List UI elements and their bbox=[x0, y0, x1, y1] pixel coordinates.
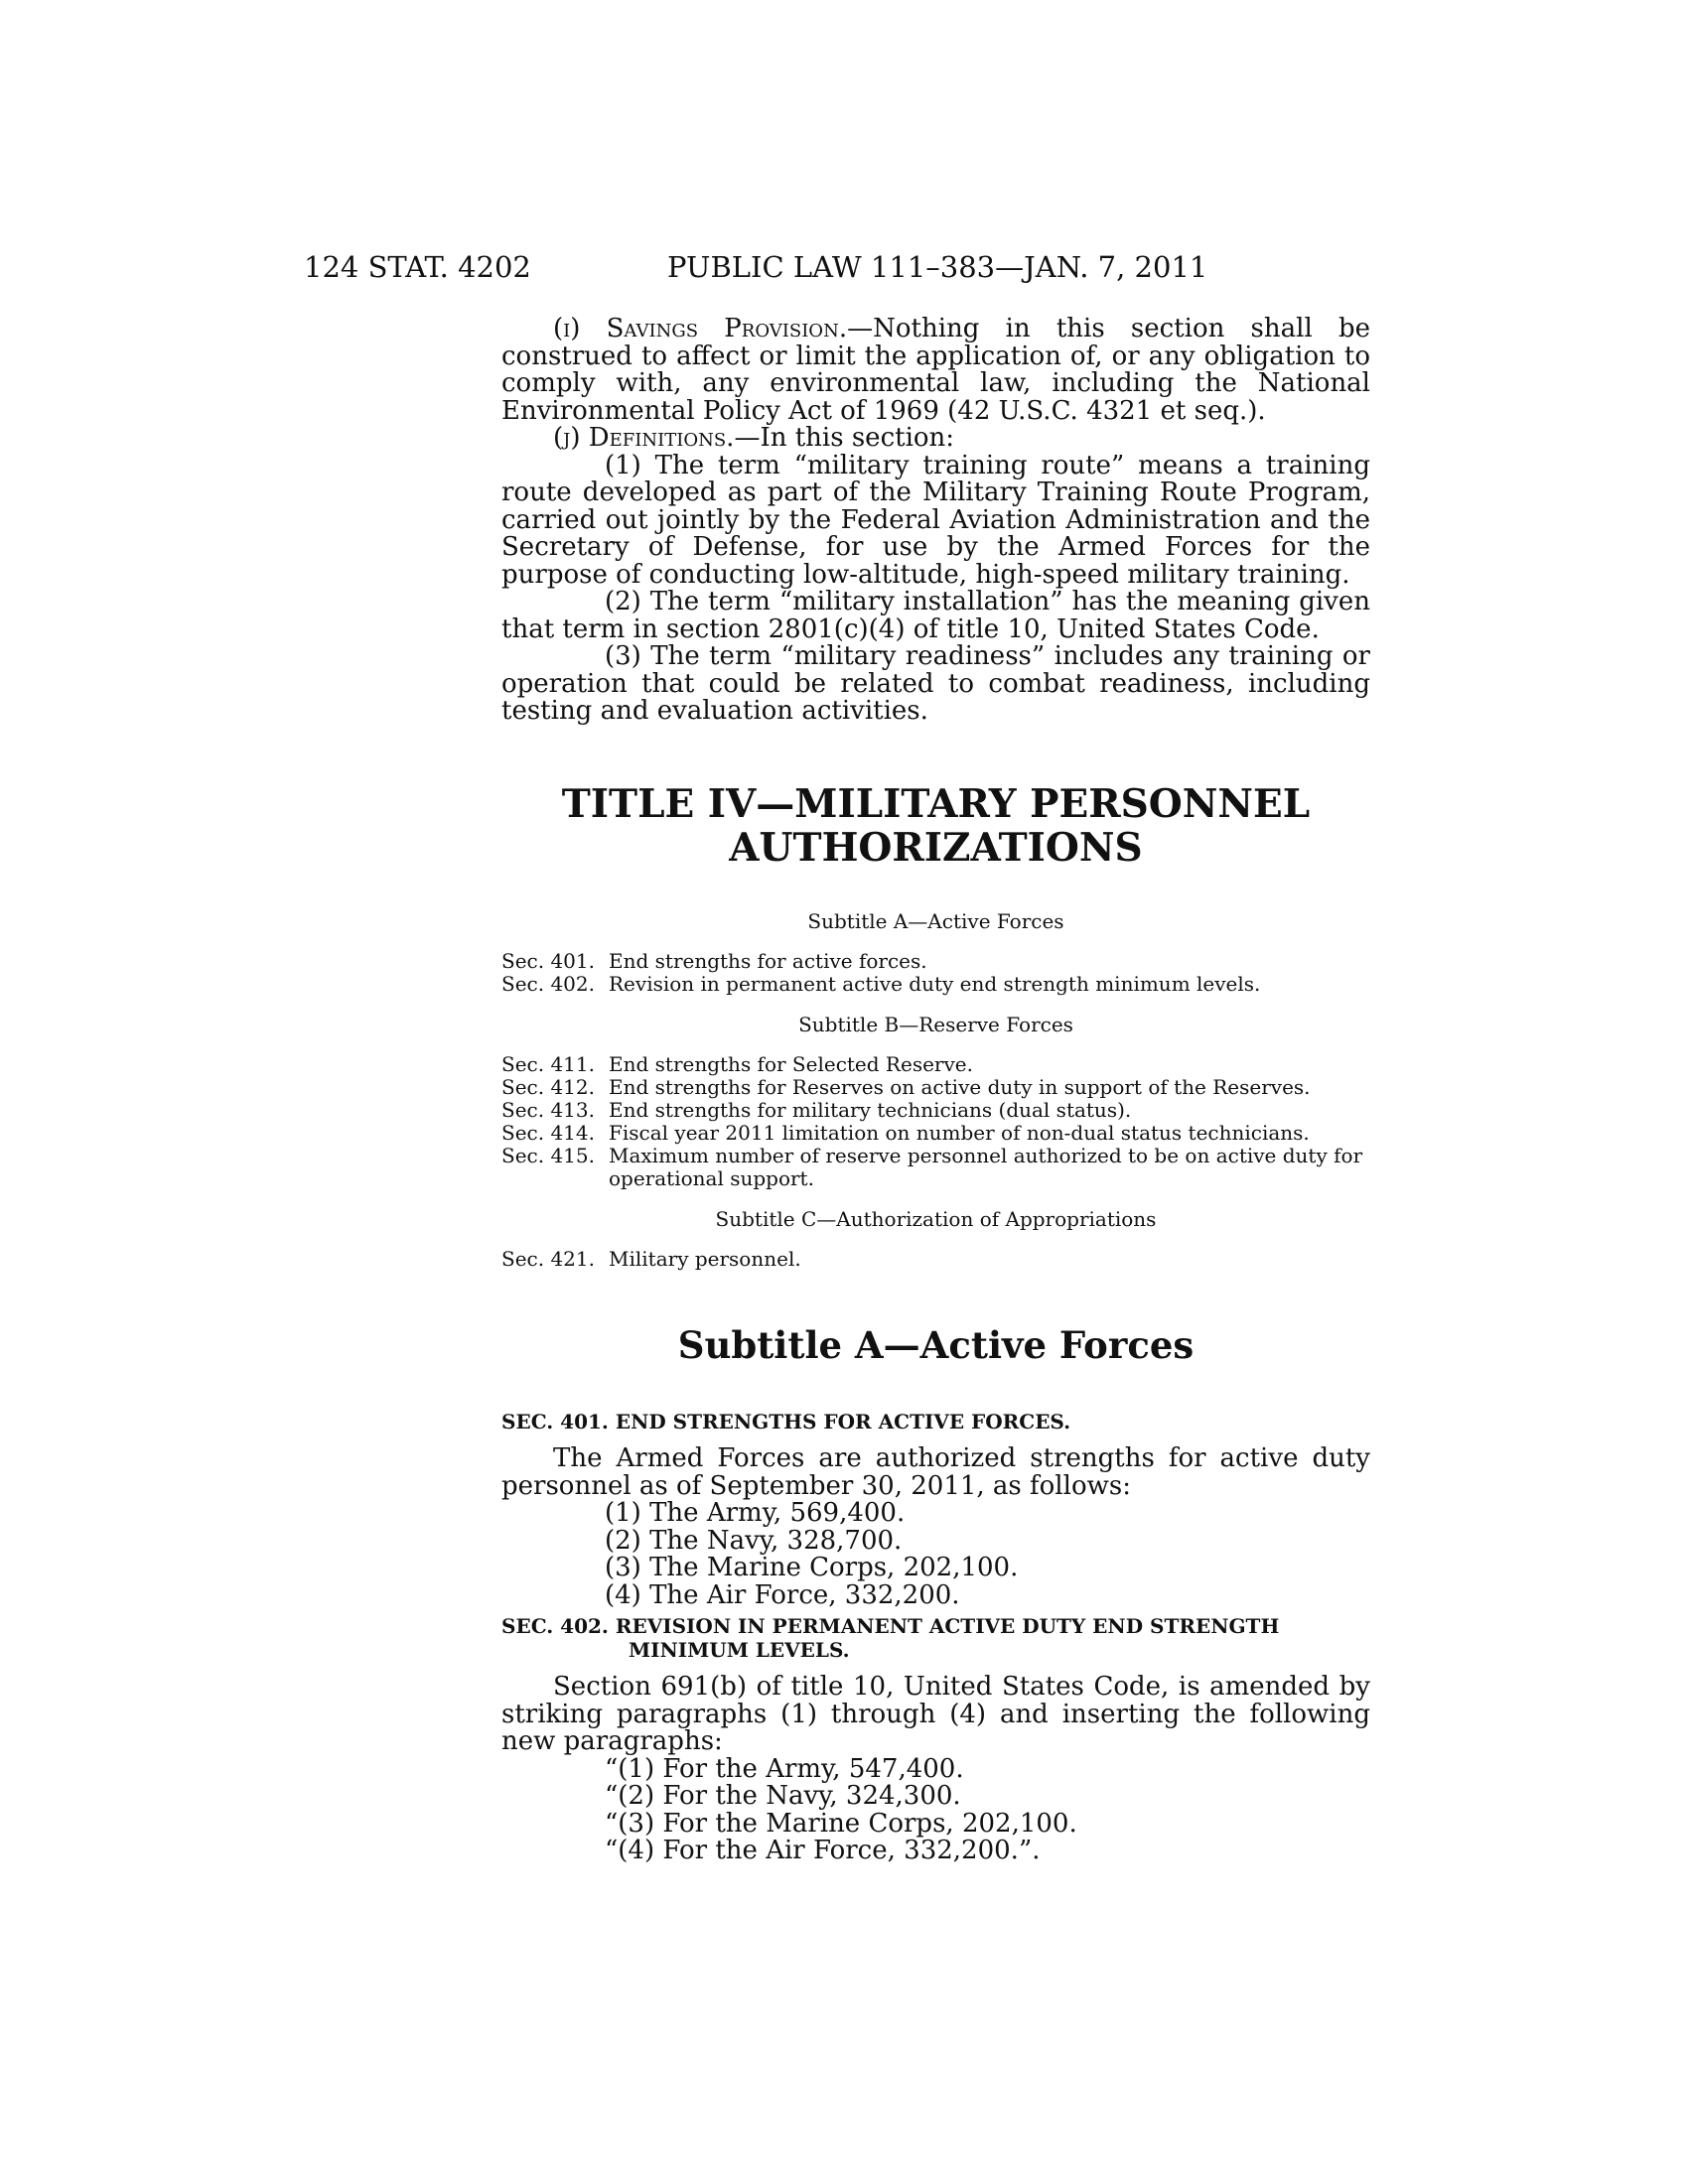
sec-401-intro: The Armed Forces are authorized strengths for active duty personnel as of September 30, 2011, as follows: bbox=[501, 1443, 1370, 1501]
toc-entry-number: Sec. 414. bbox=[501, 1121, 595, 1145]
toc-entry-text: Maximum number of reserve personnel authorized to be on active duty for operational support. bbox=[609, 1144, 1363, 1190]
definitions-paragraph bbox=[501, 425, 1370, 453]
table-of-contents bbox=[501, 909, 1370, 1271]
toc-entry bbox=[501, 1122, 1370, 1145]
toc-subtitle-b: Subtitle B—Reserve Forces bbox=[798, 1013, 1073, 1036]
toc-entry-number: Sec. 413. bbox=[501, 1098, 595, 1122]
running-header-law: PUBLIC LAW 111–383—JAN. 7, 2011 bbox=[667, 250, 1208, 284]
toc-entry bbox=[501, 950, 1370, 973]
toc-entry-number: Sec. 421. bbox=[501, 1247, 595, 1271]
savings-provision-label: (i) Savings Provision. bbox=[553, 314, 848, 343]
savings-provision-paragraph bbox=[501, 316, 1370, 425]
page-stat-citation: 124 STAT. 4202 bbox=[304, 250, 531, 284]
toc-entry-text: End strengths for military technicians (dual status). bbox=[609, 1098, 1132, 1122]
definitions-label: (j) Definitions. bbox=[553, 423, 735, 453]
definition-military-training-route: (1) The term “military training route” means a training route developed as part of the Military Training Route Program, carried out jointly by the Federal Aviation Administration and the Secretary of Defense, for use by the Armed Forces for the purpose of conducting low-altitude, high-speed military training. bbox=[501, 450, 1370, 590]
toc-entry-text: Military personnel. bbox=[609, 1247, 801, 1271]
sec-401-item: (4) The Air Force, 332,200. bbox=[605, 1579, 960, 1610]
toc-entry bbox=[501, 1076, 1370, 1099]
subtitle-a-heading: Subtitle A—Active Forces bbox=[677, 1323, 1195, 1367]
toc-entry-number: Sec. 401. bbox=[501, 949, 595, 973]
savings-provision-body: —Nothing in this section shall be construed to affect or limit the application of, or any obligation to comply with, any environmental law, including the National Environmental Policy Act of 1969 (42 U.S.C. 4321 et seq.). bbox=[501, 314, 1370, 426]
toc-entry-number: Sec. 402. bbox=[501, 972, 595, 996]
sec-402-item: “(2) For the Navy, 324,300. bbox=[605, 1781, 961, 1811]
sec-402-item: “(3) For the Marine Corps, 202,100. bbox=[605, 1808, 1077, 1839]
toc-entry-text: End strengths for Selected Reserve. bbox=[609, 1052, 973, 1076]
toc-subtitle-a: Subtitle A—Active Forces bbox=[807, 909, 1064, 933]
sec-402-heading: SEC. 402. REVISION IN PERMANENT ACTIVE DUTY END STRENGTH MINIMUM LEVELS. bbox=[501, 1614, 1280, 1662]
toc-subtitle-c: Subtitle C—Authorization of Appropriations bbox=[715, 1207, 1157, 1231]
toc-entry-number: Sec. 415. bbox=[501, 1144, 595, 1167]
toc-entry bbox=[501, 1248, 1370, 1271]
definition-military-readiness: (3) The term “military readiness” includes any training or operation that could be related to combat readiness, including testing and evaluation activities. bbox=[501, 641, 1370, 726]
toc-entry bbox=[501, 1099, 1370, 1122]
title-iv-line1: TITLE IV—MILITARY PERSONNEL bbox=[561, 781, 1311, 827]
toc-entry bbox=[501, 973, 1370, 996]
sec-402-block bbox=[501, 1614, 1370, 1865]
title-iv-heading bbox=[501, 782, 1370, 870]
sec-401-item: (1) The Army, 569,400. bbox=[605, 1498, 906, 1528]
toc-subtitle-a-entries bbox=[501, 950, 1370, 996]
sec-401-block bbox=[501, 1410, 1370, 1609]
toc-entry-text: End strengths for Reserves on active duty in support of the Reserves. bbox=[609, 1075, 1311, 1099]
toc-entry bbox=[501, 1053, 1370, 1076]
toc-entry-text: End strengths for active forces. bbox=[609, 949, 927, 973]
toc-entry-text: Fiscal year 2011 limitation on number of non-dual status technicians. bbox=[609, 1121, 1310, 1145]
sec-401-item: (2) The Navy, 328,700. bbox=[605, 1525, 903, 1556]
toc-entry-text: Revision in permanent active duty end strength minimum levels. bbox=[609, 972, 1261, 996]
sec-401-heading: SEC. 401. END STRENGTHS FOR ACTIVE FORCES. bbox=[501, 1410, 1071, 1433]
definitions-body: —In this section: bbox=[734, 423, 955, 453]
toc-subtitle-c-entries bbox=[501, 1248, 1370, 1271]
toc-entry bbox=[501, 1145, 1370, 1190]
sec-402-item: “(4) For the Air Force, 332,200.”. bbox=[605, 1836, 1041, 1865]
toc-entry-number: Sec. 412. bbox=[501, 1075, 595, 1099]
sec-401-item: (3) The Marine Corps, 202,100. bbox=[605, 1553, 1019, 1582]
toc-entry-number: Sec. 411. bbox=[501, 1052, 595, 1076]
definition-military-installation: (2) The term “military installation” has the meaning given that term in section 2801(c)(4) of title 10, United States Code. bbox=[501, 587, 1370, 644]
title-iv-line2: AUTHORIZATIONS bbox=[729, 825, 1143, 871]
toc-subtitle-b-entries bbox=[501, 1053, 1370, 1190]
sec-402-intro: Section 691(b) of title 10, United States Code, is amended by striking paragraphs (1) through (4) and inserting the following new paragraphs: bbox=[501, 1672, 1370, 1756]
top-text-block bbox=[501, 316, 1370, 726]
sec-402-item: “(1) For the Army, 547,400. bbox=[605, 1753, 964, 1784]
